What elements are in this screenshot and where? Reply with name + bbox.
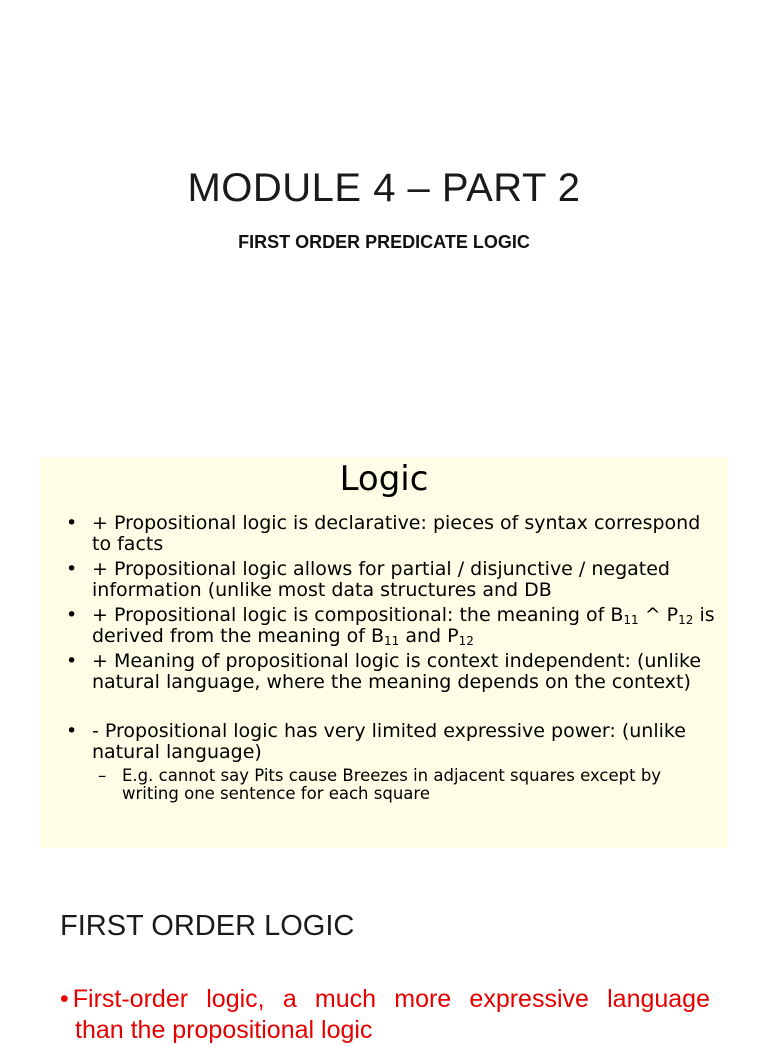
list-item — [62, 721, 722, 803]
list-item — [62, 513, 722, 555]
dash-icon: – — [98, 766, 107, 785]
red-bullet-line — [60, 982, 710, 1016]
bullet-icon: • — [66, 604, 78, 626]
bullet-icon: • — [66, 650, 78, 672]
sub-list-item — [92, 767, 722, 803]
page-title: MODULE 4 – PART 2 — [187, 166, 581, 210]
list-item-text: + Meaning of propositional logic is context independent: (unlike natural language, where the meaning depends on the context) — [92, 650, 702, 693]
red-bullet-text: First-order logic, a much more expressive language — [72, 985, 710, 1013]
list-item — [62, 605, 722, 647]
list-item-text: + Propositional logic is declarative: pieces of syntax correspond to facts — [92, 512, 701, 555]
list-item-text: + Propositional logic is compositional: the meaning of $B_{11}$ ^ $P_{12}$ is derived from the meaning of $B_{11}$ and $P_{12}$ — [92, 604, 715, 648]
list-item — [62, 559, 722, 601]
bullet-icon: • — [66, 720, 78, 742]
sub-list-item-text: E.g. cannot say Pits cause Breezes in adjacent squares except by writing one sentence for each square — [122, 766, 662, 803]
logic-slide-title: Logic — [339, 459, 429, 499]
logic-bullet-list — [62, 513, 722, 807]
list-item — [62, 651, 722, 693]
red-bullet-continuation: than the propositional logic — [75, 1016, 373, 1044]
page-subtitle: FIRST ORDER PREDICATE LOGIC — [238, 232, 530, 252]
logic-slide-image — [40, 457, 728, 848]
bullet-icon: • — [60, 985, 69, 1013]
section-heading: FIRST ORDER LOGIC — [60, 910, 355, 942]
bullet-icon: • — [66, 558, 78, 580]
title-slide — [0, 0, 768, 420]
list-item-text: - Propositional logic has very limited expressive power: (unlike natural language) — [92, 720, 686, 763]
list-item-text: + Propositional logic allows for partial / disjunctive / negated information (unlike most data structures and DB — [92, 558, 670, 601]
bullet-icon: • — [66, 512, 78, 534]
